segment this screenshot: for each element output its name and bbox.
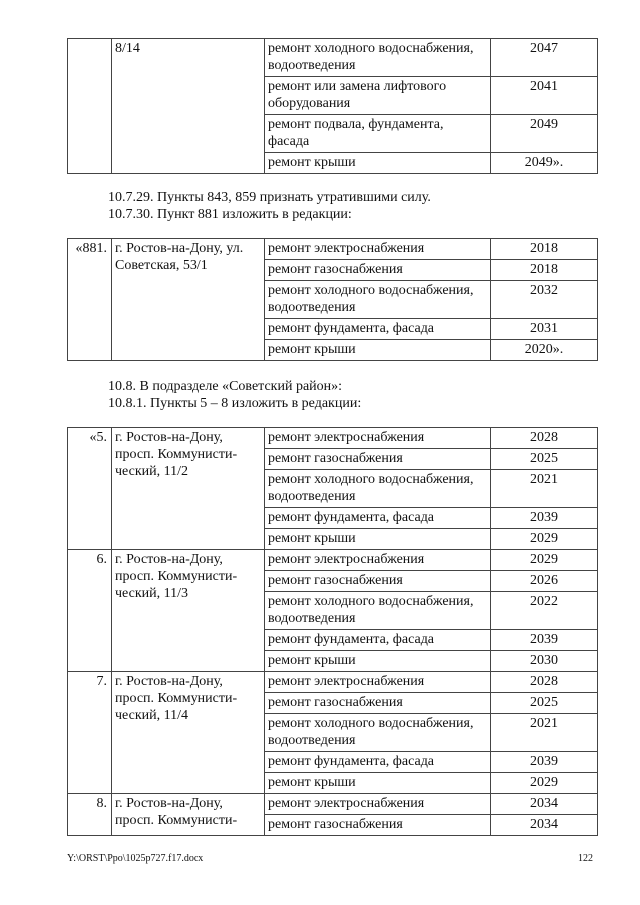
work-cell: ремонт крыши [265,153,491,174]
work-cell: ремонт холодного водоснабжения, водоотведения [265,592,491,630]
work-cell: ремонт крыши [265,529,491,550]
address-cell: г. Ростов-на-Дону, просп. Коммунисти-ческий, 11/4 [112,672,265,794]
num-cell [68,39,112,174]
num-cell: «881. [68,239,112,361]
work-cell: ремонт электроснабжения [265,672,491,693]
work-cell: ремонт крыши [265,651,491,672]
work-cell: ремонт холодного водоснабжения, водоотведения [265,281,491,319]
work-cell: ремонт фундамента, фасада [265,630,491,651]
work-cell: ремонт газоснабжения [265,449,491,470]
table-row [68,239,598,260]
year-cell: 2025 [491,449,598,470]
year-cell: 2028 [491,428,598,449]
year-cell: 2034 [491,815,598,836]
year-cell: 2029 [491,550,598,571]
work-cell: ремонт электроснабжения [265,428,491,449]
year-cell: 2031 [491,319,598,340]
work-cell: ремонт крыши [265,340,491,361]
year-cell: 2039 [491,508,598,529]
year-cell: 2047 [491,39,598,77]
work-cell: ремонт фундамента, фасада [265,319,491,340]
year-cell: 2025 [491,693,598,714]
work-cell: ремонт холодного водоснабжения, водоотведения [265,470,491,508]
work-cell: ремонт фундамента, фасада [265,508,491,529]
table-row [68,794,598,815]
year-cell: 2021 [491,470,598,508]
work-cell: ремонт газоснабжения [265,571,491,592]
paragraph: 10.8.1. Пункты 5 – 8 изложить в редакции: [108,396,362,411]
year-cell: 2039 [491,752,598,773]
work-cell: ремонт газоснабжения [265,815,491,836]
year-cell: 2049». [491,153,598,174]
table-continuation [67,38,598,174]
paragraph: 10.8. В подразделе «Советский район»: [108,379,343,394]
year-cell: 2029 [491,529,598,550]
table-row [68,39,598,77]
num-cell: «5. [68,428,112,550]
address-cell: г. Ростов-на-Дону, просп. Коммунисти-ческий, 11/3 [112,550,265,672]
table-item-881 [67,238,598,361]
year-cell: 2018 [491,239,598,260]
year-cell: 2021 [491,714,598,752]
table-row [68,672,598,693]
footer-path: Y:\ORST\Ppo\1025p727.f17.docx [67,853,204,864]
work-cell: ремонт фундамента, фасада [265,752,491,773]
work-cell: ремонт холодного водоснабжения, водоотведения [265,39,491,77]
year-cell: 2022 [491,592,598,630]
year-cell: 2029 [491,773,598,794]
work-cell: ремонт холодного водоснабжения, водоотведения [265,714,491,752]
year-cell: 2020». [491,340,598,361]
paragraph: 10.7.30. Пункт 881 изложить в редакции: [108,207,352,222]
paragraph: 10.7.29. Пункты 843, 859 признать утратившими силу. [108,190,431,205]
year-cell: 2032 [491,281,598,319]
work-cell: ремонт крыши [265,773,491,794]
num-cell: 8. [68,794,112,836]
num-cell: 7. [68,672,112,794]
year-cell: 2041 [491,77,598,115]
table-items-5-8 [67,427,598,836]
year-cell: 2018 [491,260,598,281]
year-cell: 2026 [491,571,598,592]
work-cell: ремонт подвала, фундамента, фасада [265,115,491,153]
work-cell: ремонт электроснабжения [265,794,491,815]
year-cell: 2028 [491,672,598,693]
address-cell: 8/14 [112,39,265,174]
year-cell: 2030 [491,651,598,672]
table-row [68,428,598,449]
page-number: 122 [578,853,593,864]
address-cell: г. Ростов-на-Дону, ул. Советская, 53/1 [112,239,265,361]
address-cell: г. Ростов-на-Дону, просп. Коммунисти- [112,794,265,836]
num-cell: 6. [68,550,112,672]
table-row [68,550,598,571]
work-cell: ремонт газоснабжения [265,693,491,714]
work-cell: ремонт или замена лифтового оборудования [265,77,491,115]
work-cell: ремонт электроснабжения [265,239,491,260]
year-cell: 2034 [491,794,598,815]
year-cell: 2049 [491,115,598,153]
year-cell: 2039 [491,630,598,651]
address-cell: г. Ростов-на-Дону, просп. Коммунисти-ческий, 11/2 [112,428,265,550]
work-cell: ремонт электроснабжения [265,550,491,571]
work-cell: ремонт газоснабжения [265,260,491,281]
